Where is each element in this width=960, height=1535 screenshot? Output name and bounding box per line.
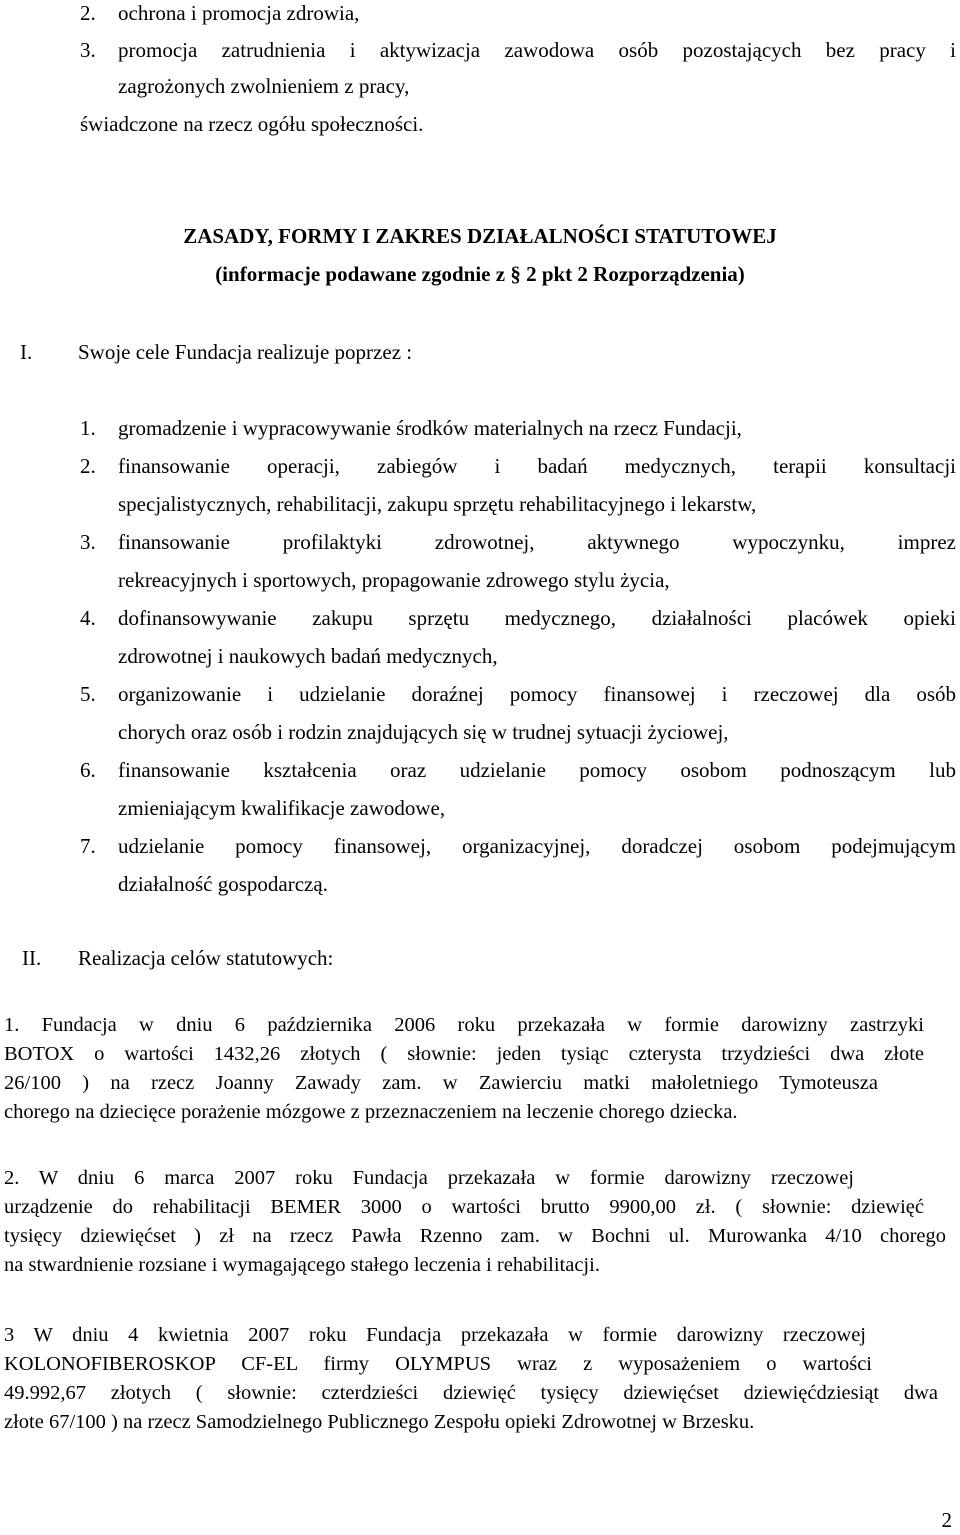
- list-item-text: ochrona i promocja zdrowia,: [118, 1, 360, 25]
- list-item-text: zagrożonych zwolnieniem z pracy,: [118, 74, 410, 98]
- paragraph-line: 2. W dniu 6 marca 2007 roku Fundacja przekazała w formie darowizny rzeczowej: [4, 1167, 854, 1189]
- paragraph-line: tysięcy dziewięćset ) zł na rzecz Pawła Rzenno zam. w Bochni ul. Murowanka 4/10 chorego: [4, 1225, 946, 1247]
- paragraph-line: złote 67/100 ) na rzecz Samodzielnego Publicznego Zespołu opieki Zdrowotnej w Brzesku.: [4, 1411, 755, 1433]
- list-item-text: chorych oraz osób i rodzin znajdujących się w trudnej sytuacji życiowej,: [118, 720, 729, 744]
- list-number: 2.: [80, 1, 96, 25]
- list-item-text: zdrowotnej i naukowych badań medycznych,: [118, 644, 498, 668]
- list-number: 3.: [80, 530, 96, 554]
- paragraph-line: 1. Fundacja w dniu 6 października 2006 roku przekazała w formie darowizny zastrzyki: [4, 1014, 924, 1036]
- paragraph-line: KOLONOFIBEROSKOP CF-EL firmy OLYMPUS wraz z wyposażeniem o wartości: [4, 1353, 872, 1375]
- section-title: Swoje cele Fundacja realizuje poprzez :: [78, 340, 413, 364]
- list-item-text: zmieniającym kwalifikacje zawodowe,: [118, 796, 446, 820]
- paragraph-line: urządzenie do rehabilitacji BEMER 3000 o wartości brutto 9900,00 zł. ( słownie: dziewięć: [4, 1196, 924, 1218]
- paragraph-line: 26/100 ) na rzecz Joanny Zawady zam. w Zawierciu matki małoletniego Tymoteusza: [4, 1072, 878, 1094]
- heading-title: ZASADY, FORMY I ZAKRES DZIAŁALNOŚCI STATUTOWEJ: [183, 224, 777, 248]
- paragraph-line: BOTOX o wartości 1432,26 złotych ( słownie: jeden tysiąc czterysta trzydzieści dwa złote: [4, 1043, 924, 1065]
- list-number: 4.: [80, 606, 96, 630]
- paragraph-line: chorego na dziecięce porażenie mózgowe z przeznaczeniem na leczenie chorego dziecka.: [4, 1101, 738, 1123]
- paragraph-line: 3 W dniu 4 kwietnia 2007 roku Fundacja przekazała w formie darowizny rzeczowej: [4, 1324, 866, 1346]
- list-number: 3.: [80, 38, 96, 62]
- list-number: 2.: [80, 454, 96, 478]
- section-numeral: II.: [22, 946, 42, 970]
- section-numeral: I.: [20, 340, 33, 364]
- page-number: 2: [941, 1508, 952, 1532]
- top-list-tail: świadczone na rzecz ogółu społeczności.: [80, 112, 424, 136]
- list-number: 5.: [80, 682, 96, 706]
- list-number: 6.: [80, 758, 96, 782]
- heading-subtitle: (informacje podawane zgodnie z § 2 pkt 2 Rozporządzenia): [215, 262, 745, 286]
- list-item-text: działalność gospodarczą.: [118, 872, 328, 896]
- list-item-text: gromadzenie i wypracowywanie środków materialnych na rzecz Fundacji,: [118, 416, 742, 440]
- list-number: 1.: [80, 416, 96, 440]
- list-item-text: dofinansowywanie zakupu sprzętu medycznego, działalności placówek opieki: [118, 606, 956, 630]
- list-item-text: finansowanie profilaktyki zdrowotnej, aktywnego wypoczynku, imprez: [118, 530, 956, 554]
- list-item-text: organizowanie i udzielanie doraźnej pomocy finansowej i rzeczowej dla osób: [118, 682, 956, 706]
- list-number: 7.: [80, 834, 96, 858]
- list-item-text: udzielanie pomocy finansowej, organizacyjnej, doradczej osobom podejmującym: [118, 834, 956, 858]
- list-item-text: specjalistycznych, rehabilitacji, zakupu sprzętu rehabilitacyjnego i lekarstw,: [118, 492, 757, 516]
- list-item-text: finansowanie operacji, zabiegów i badań medycznych, terapii konsultacji: [118, 454, 956, 478]
- list-item-text: finansowanie kształcenia oraz udzielanie pomocy osobom podnoszącym lub: [118, 758, 956, 782]
- section-title: Realizacja celów statutowych:: [78, 946, 334, 970]
- paragraph-line: 49.992,67 złotych ( słownie: czterdzieści dziewięć tysięcy dziewięćset dziewięćdziesiąt dwa: [4, 1382, 938, 1404]
- list-item-text: rekreacyjnych i sportowych, propagowanie zdrowego stylu życia,: [118, 568, 670, 592]
- list-item-text: promocja zatrudnienia i aktywizacja zawodowa osób pozostających bez pracy i: [118, 38, 956, 62]
- paragraph-line: na stwardnienie rozsiane i wymagającego stałego leczenia i rehabilitacji.: [4, 1254, 600, 1276]
